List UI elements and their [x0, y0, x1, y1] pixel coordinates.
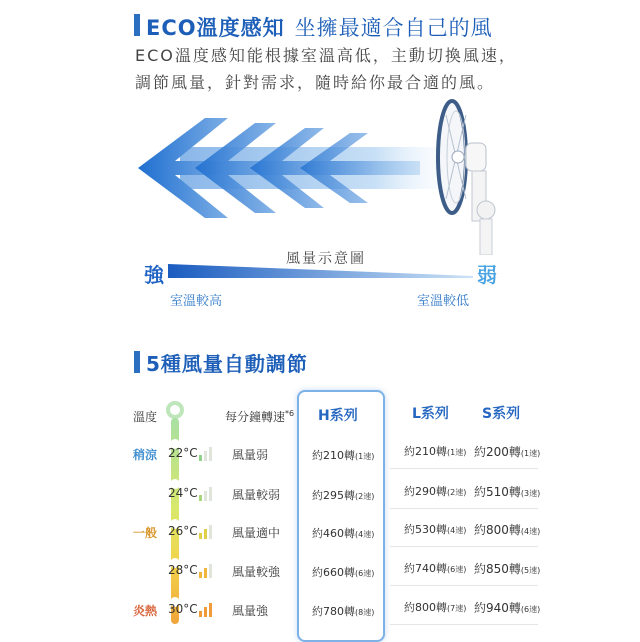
level-bars-icon [199, 523, 215, 539]
header-temperature: 溫度 [133, 410, 158, 424]
row-divider [390, 468, 538, 469]
strong-label: 強 [144, 263, 164, 287]
temp-value: 30°C [168, 602, 198, 616]
row-divider [390, 585, 538, 586]
header-rpm-label: 每分鐘轉速 [225, 410, 286, 424]
h-series-rpm [312, 447, 374, 463]
h-series-rpm [312, 487, 374, 503]
speed-label: 風量強 [232, 604, 269, 618]
s-rpm-value: 約850轉 [474, 562, 521, 576]
l-rpm-value: 約740轉 [404, 562, 447, 575]
temp-description: 稍涼 [133, 448, 158, 462]
s-rpm-level: (6速) [520, 605, 541, 614]
row-divider [390, 546, 538, 547]
s-rpm-value: 約940轉 [474, 601, 521, 615]
l-rpm-value: 約210轉 [404, 445, 447, 458]
l-series-rpm [404, 521, 466, 537]
diagram-caption: 風量示意圖 [286, 251, 366, 267]
temp-description: 一般 [133, 526, 158, 540]
level-bars-icon [199, 601, 215, 617]
weak-label: 弱 [477, 263, 497, 287]
s-series-rpm [474, 483, 540, 500]
header-rpm [225, 408, 294, 425]
h-rpm-level: (6速) [355, 569, 375, 578]
s-series-rpm [474, 599, 540, 616]
row-divider [390, 624, 538, 625]
h-series-rpm [312, 603, 374, 619]
eco-line-1: ECO溫度感知能根據室溫高低，主動切換風速， [135, 46, 517, 65]
s-rpm-value: 約200轉 [474, 445, 521, 459]
temp-value: 24°C [168, 486, 198, 500]
l-rpm-level: (4速) [447, 526, 467, 535]
strength-wedge [168, 262, 478, 282]
eco-subtitle: 坐擁最適合自己的風 [294, 16, 493, 40]
s-rpm-value: 約510轉 [474, 485, 521, 499]
l-series-rpm [404, 599, 466, 615]
l-series-rpm [404, 483, 466, 499]
row-divider [390, 508, 538, 509]
l-rpm-level: (1速) [447, 448, 467, 457]
low-temp-label: 室溫較低 [417, 294, 470, 309]
temp-value: 22°C [168, 446, 198, 460]
thermometer-icon [160, 398, 190, 628]
s-rpm-level: (3速) [520, 489, 541, 498]
speed-label: 風量弱 [232, 448, 269, 462]
h-series-rpm [312, 525, 374, 541]
h-rpm-level: (8速) [355, 608, 375, 617]
temp-description: 炎熱 [133, 604, 158, 618]
wind-arrows [138, 118, 420, 218]
h-rpm-value: 約295轉 [312, 489, 355, 502]
wind-illustration [0, 95, 640, 255]
l-rpm-level: (7速) [447, 604, 467, 613]
s-series-rpm [474, 521, 540, 538]
l-series-rpm [404, 443, 466, 459]
l-rpm-level: (6速) [447, 565, 467, 574]
s-rpm-level: (4速) [520, 527, 541, 536]
speed-label: 風量較強 [232, 565, 281, 579]
speed-label: 風量較弱 [232, 488, 281, 502]
header-rpm-note: *6 [285, 409, 295, 418]
l-rpm-value: 約290轉 [404, 485, 447, 498]
h-rpm-level: (1速) [355, 452, 375, 461]
level-bars-icon [199, 485, 215, 501]
h-rpm-value: 約460轉 [312, 527, 355, 540]
eco-line-2: 調節風量，針對需求，隨時給你最合適的風。 [135, 73, 496, 92]
wind-arrow-icon [300, 133, 420, 203]
s-rpm-level: (5速) [520, 566, 541, 575]
section-bar [134, 14, 140, 36]
l-rpm-value: 約530轉 [404, 523, 447, 536]
h-rpm-value: 約660轉 [312, 566, 355, 579]
header-h-series: H系列 [318, 408, 358, 424]
temp-value: 28°C [168, 563, 198, 577]
fan-icon [438, 101, 495, 255]
level-bars-icon [199, 562, 215, 578]
s-series-rpm [474, 560, 540, 577]
l-rpm-level: (2速) [447, 488, 467, 497]
h-rpm-level: (4速) [355, 530, 375, 539]
table-title: 5種風量自動調節 [146, 352, 308, 376]
s-rpm-level: (1速) [520, 449, 541, 458]
header-l-series: L系列 [412, 406, 449, 422]
h-series-rpm [312, 564, 374, 580]
high-temp-label: 室溫較高 [170, 294, 223, 309]
eco-title: ECO溫度感知 坐擁最適合自己的風 [146, 16, 493, 40]
level-bars-icon [199, 445, 215, 461]
speed-label: 風量適中 [232, 526, 281, 540]
eco-description [135, 42, 517, 96]
l-rpm-value: 約800轉 [404, 601, 447, 614]
header-s-series: S系列 [482, 406, 521, 422]
s-series-rpm [474, 443, 540, 460]
section-bar [134, 351, 140, 373]
h-rpm-value: 約780轉 [312, 605, 355, 618]
s-rpm-value: 約800轉 [474, 523, 521, 537]
temp-value: 26°C [168, 524, 198, 538]
l-series-rpm [404, 560, 466, 576]
h-rpm-value: 約210轉 [312, 449, 355, 462]
h-rpm-level: (2速) [355, 492, 375, 501]
